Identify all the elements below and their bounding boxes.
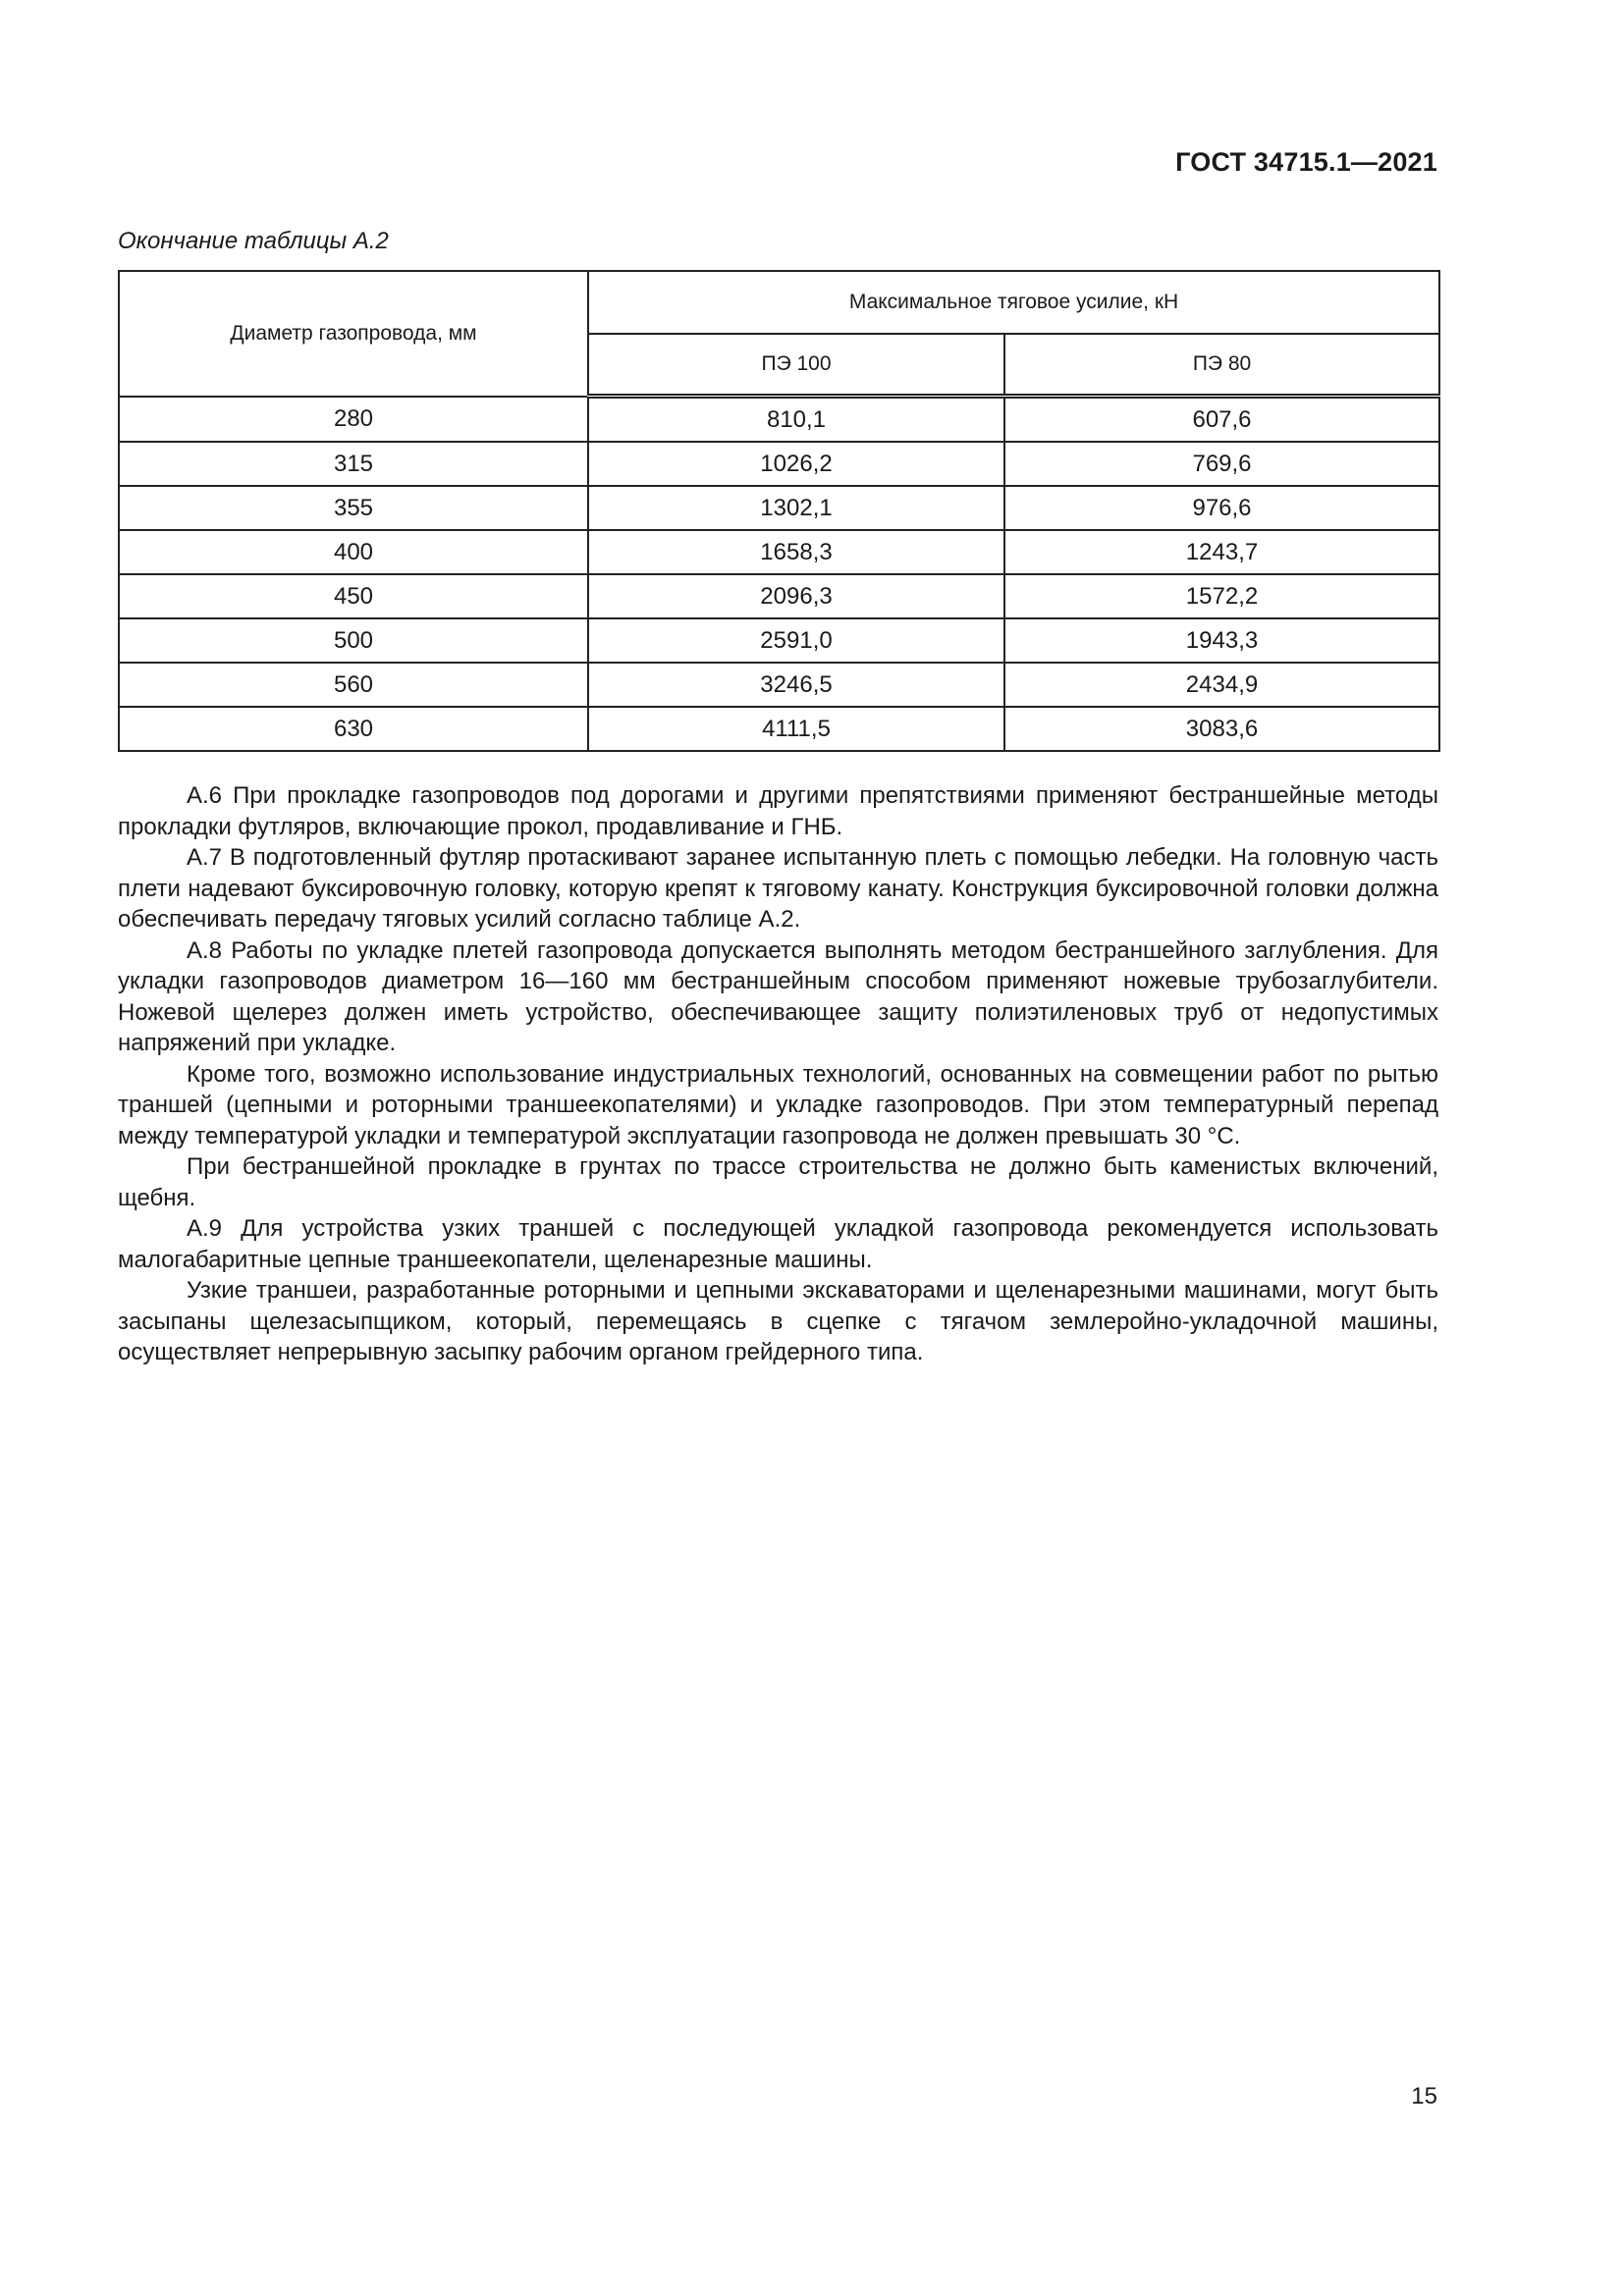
cell-pe100: 4111,5 xyxy=(588,707,1004,751)
cell-pe80: 607,6 xyxy=(1004,397,1439,443)
table-row xyxy=(119,486,1439,530)
table-row xyxy=(119,663,1439,707)
table-row xyxy=(119,442,1439,486)
cell-diameter: 355 xyxy=(119,486,588,530)
cell-diameter: 560 xyxy=(119,663,588,707)
header-pe80: ПЭ 80 xyxy=(1004,334,1439,397)
cell-pe100: 1026,2 xyxy=(588,442,1004,486)
header-max-force: Максимальное тяговое усилие, кН xyxy=(588,271,1439,334)
table-row xyxy=(119,707,1439,751)
header-diameter: Диаметр газопровода, мм xyxy=(119,271,588,397)
paragraph-a8: А.8 Работы по укладке плетей газопровода допускается выполнять методом бестраншейного заглубления. Для укладки газопроводов диаметром 16—160 мм бестраншейным способом применяют ножевые трубозаглубители. Ножевой щелерез должен иметь устройство, обеспечивающее защиту полиэтиленовых труб от недопустимых напряжений при укладке. xyxy=(118,936,1438,1056)
paragraph-a7: А.7 В подготовленный футляр протаскивают заранее испытанную плеть с помощью лебедки. На головную часть плети надевают буксировочную головку, которую крепят к тяговому канату. Конструкция буксировочной головки должна обеспечивать передачу тяговых усилий согласно таблице А.2. xyxy=(118,844,1438,933)
cell-pe100: 1658,3 xyxy=(588,530,1004,574)
cell-diameter: 400 xyxy=(119,530,588,574)
page-number: 15 xyxy=(1411,2083,1437,2109)
cell-pe100: 1302,1 xyxy=(588,486,1004,530)
cell-pe100: 3246,5 xyxy=(588,663,1004,707)
table-container xyxy=(118,270,1438,752)
body-text xyxy=(118,780,1438,1368)
paragraph-a8-trenchless: При бестраншейной прокладке в грунтах по трассе строительства не должно быть каменистых включений, щебня. xyxy=(118,1153,1438,1211)
cell-diameter: 500 xyxy=(119,618,588,663)
paragraph-a9: А.9 Для устройства узких траншей с последующей укладкой газопровода рекомендуется использовать малогабаритные цепные траншеекопатели, щеленарезные машины. xyxy=(118,1215,1438,1273)
table-row xyxy=(119,618,1439,663)
cell-pe80: 2434,9 xyxy=(1004,663,1439,707)
header-pe100: ПЭ 100 xyxy=(588,334,1004,397)
cell-pe80: 1243,7 xyxy=(1004,530,1439,574)
cell-pe80: 769,6 xyxy=(1004,442,1439,486)
cell-pe100: 2096,3 xyxy=(588,574,1004,618)
paragraph-a8-industrial: Кроме того, возможно использование индустриальных технологий, основанных на совмещении работ по рытью траншей (цепными и роторными траншеекопателями) и укладке газопроводов. При этом температурный перепад между температурой укладки и температурой эксплуатации газопровода не должен превышать 30 °С. xyxy=(118,1060,1438,1149)
cell-pe80: 976,6 xyxy=(1004,486,1439,530)
table-caption: Окончание таблицы А.2 xyxy=(118,228,389,254)
cell-pe80: 3083,6 xyxy=(1004,707,1439,751)
document-code: ГОСТ 34715.1—2021 xyxy=(1175,147,1437,177)
cell-diameter: 630 xyxy=(119,707,588,751)
cell-diameter: 450 xyxy=(119,574,588,618)
cell-pe80: 1572,2 xyxy=(1004,574,1439,618)
cell-pe100: 2591,0 xyxy=(588,618,1004,663)
table-row xyxy=(119,574,1439,618)
paragraph-a6: А.6 При прокладке газопроводов под дорогами и другими препятствиями применяют бестраншейные методы прокладки футляров, включающие прокол, продавливание и ГНБ. xyxy=(118,782,1438,840)
cell-diameter: 280 xyxy=(119,397,588,443)
cell-pe80: 1943,3 xyxy=(1004,618,1439,663)
paragraph-a9-narrow-trenches: Узкие траншеи, разработанные роторными и цепными экскаваторами и щеленарезными машинами, могут быть засыпаны щелезасыпщиком, который, перемещаясь в сцепке с тягачом землеройно-укладочной машины, осуществляет непрерывную засыпку рабочим органом грейдерного типа. xyxy=(118,1277,1438,1365)
table-row xyxy=(119,397,1439,443)
cell-diameter: 315 xyxy=(119,442,588,486)
table-row xyxy=(119,530,1439,574)
cell-pe100: 810,1 xyxy=(588,397,1004,443)
traction-force-table xyxy=(118,270,1440,752)
